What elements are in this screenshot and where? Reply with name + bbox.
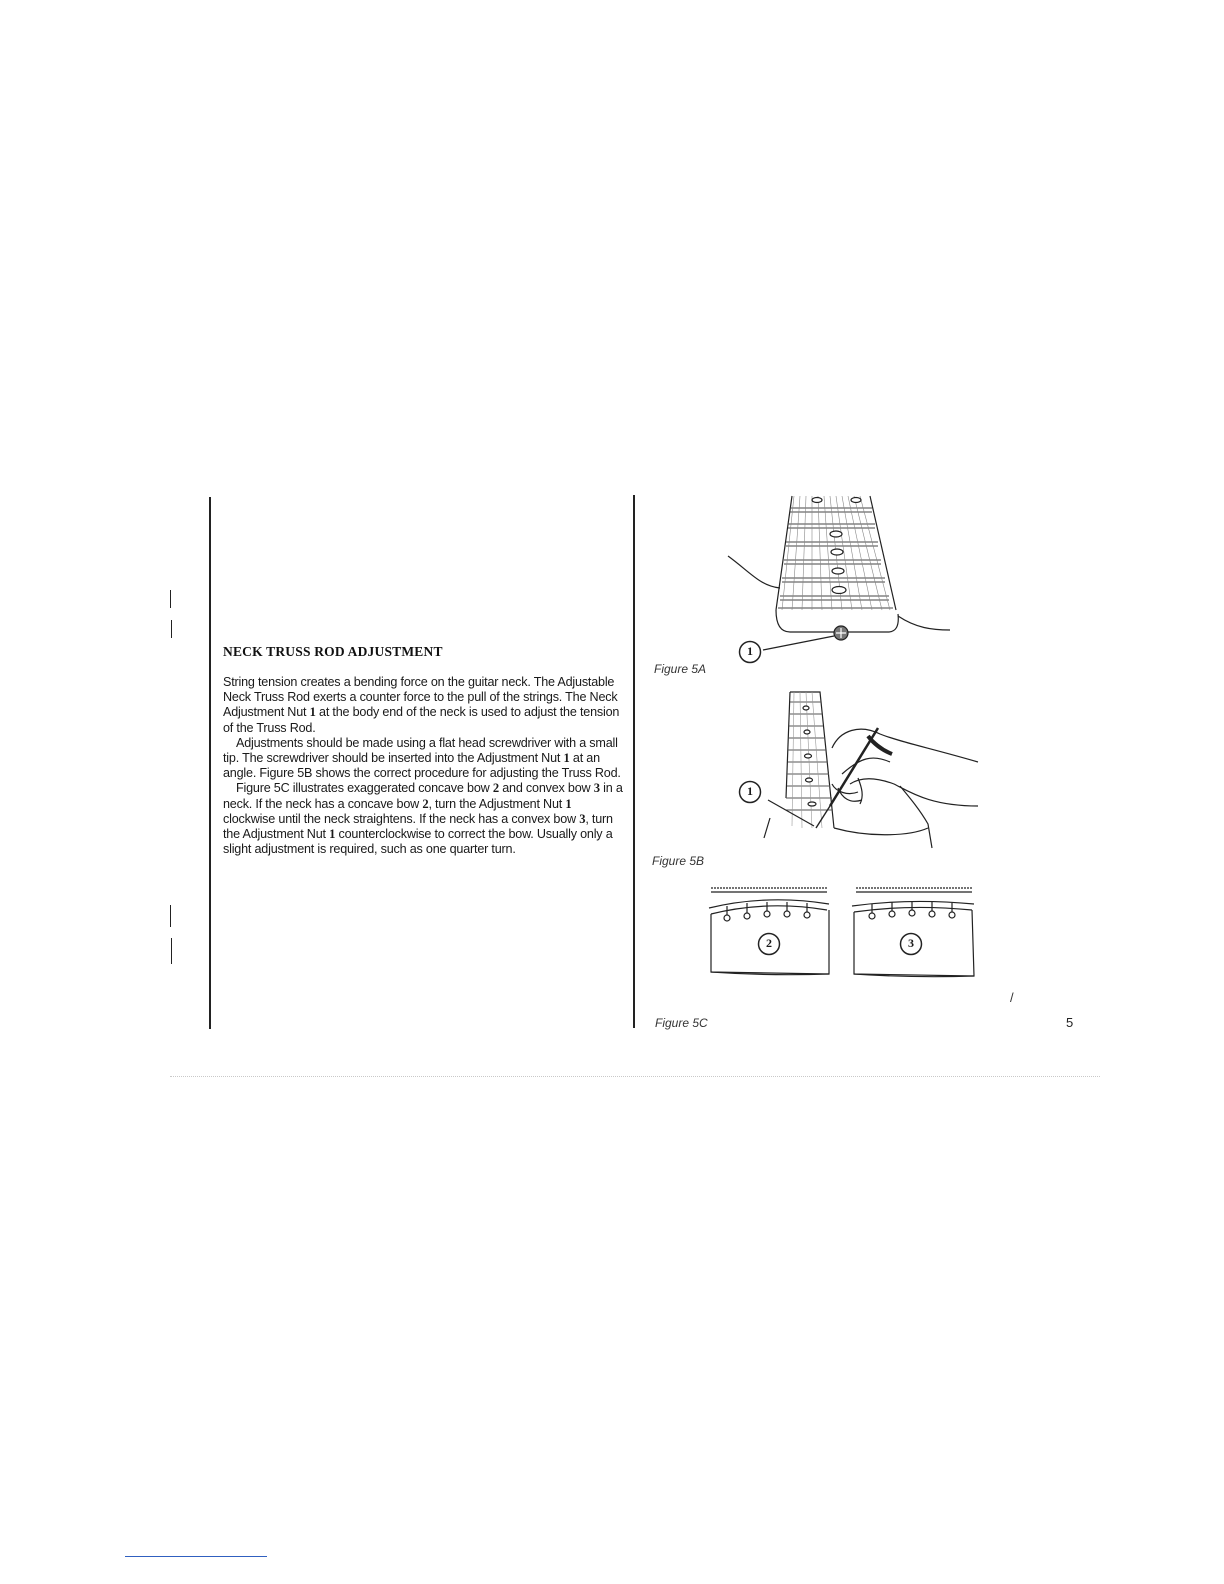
callout-3-label: 3 (908, 936, 914, 950)
callout-1-label-5b: 1 (747, 784, 753, 798)
section-body (223, 675, 623, 857)
figure-5c-caption: Figure 5C (655, 1016, 708, 1030)
margin-mark-lower-a (170, 905, 171, 927)
bottom-link-rule (125, 1556, 267, 1557)
paragraph-2: Adjustments should be made using a flat head screwdriver with a small tip. The screwdriver should be inserted into the Adjustment Nut 1 at an angle. Figure 5B shows the correct procedure for adjusting the Truss Rod. (223, 735, 621, 781)
callout-1-label-5a: 1 (747, 644, 753, 658)
left-column-rule (209, 497, 211, 1029)
margin-mark-upper-a (170, 590, 171, 608)
margin-slash-mark: / (1010, 990, 1014, 1005)
section-heading: NECK TRUSS ROD ADJUSTMENT (223, 644, 443, 659)
scan-edge-line (170, 1076, 1100, 1077)
center-column-rule (633, 495, 635, 1028)
margin-mark-lower-b (171, 938, 172, 964)
paragraph-3: Figure 5C illustrates exaggerated concave bow 2 and convex bow 3 in a neck. If the neck has a concave bow 2, turn the Adjustment Nut 1 clockwise until the neck straightens. If the neck has a convex bow 3, turn the Adjustment Nut 1 counterclockwise to correct the bow. Usually only a slight adjustment is required, such as one quarter turn. (223, 781, 623, 857)
figure-5b-caption: Figure 5B (652, 854, 705, 868)
figure-5b-illustration (750, 688, 985, 848)
page-number: 5 (1066, 1015, 1074, 1030)
margin-mark-upper-b (171, 620, 172, 638)
paragraph-1: String tension creates a bending force on the guitar neck. The Adjustable Neck Truss Rod exerts a counter force to the pull of the strings. The Neck Adjustment Nut 1 at the body end of the neck is used to adjust the tension of the Truss Rod. (223, 675, 620, 735)
callout-2-label: 2 (766, 936, 772, 950)
figure-5a-caption: Figure 5A (654, 662, 707, 676)
